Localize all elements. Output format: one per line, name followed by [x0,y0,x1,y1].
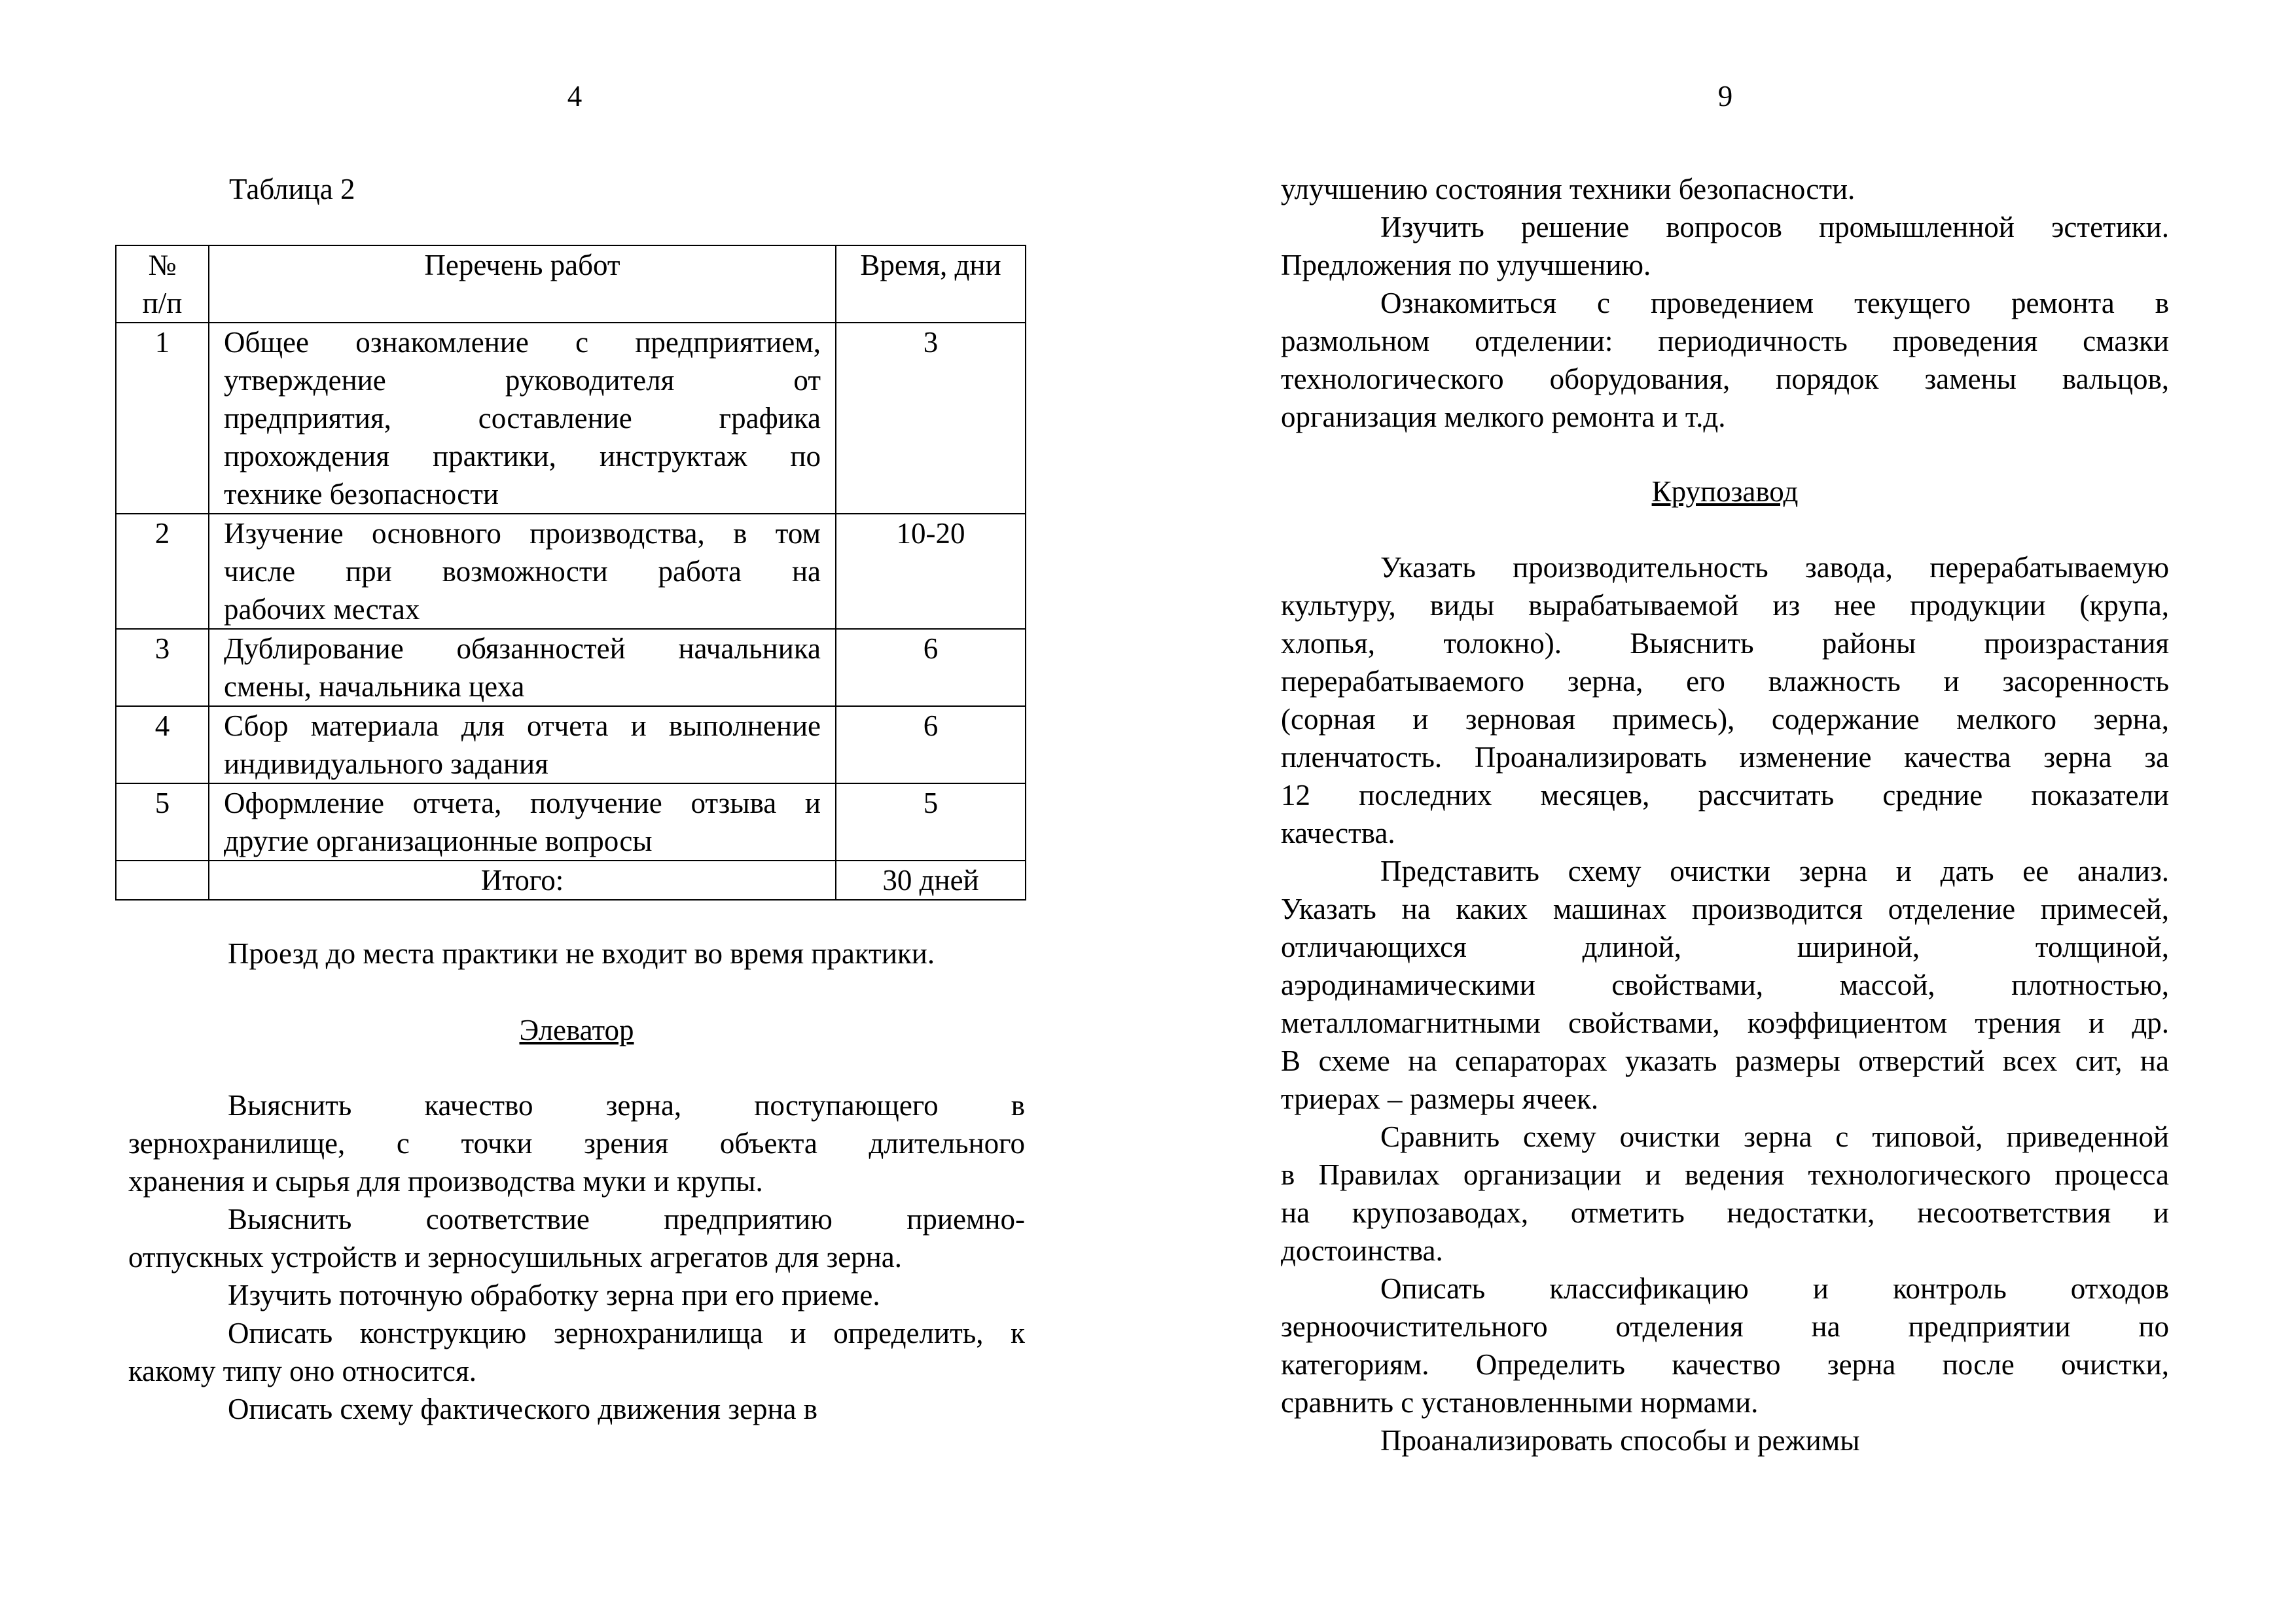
paragraph-line: Представить схему очистки зерна и дать ее анализ. [1380,855,2169,887]
row-work [209,783,836,861]
works-table [115,245,1026,901]
total-empty-cell [116,861,209,900]
row-work-line: утверждение руководителя от [224,364,821,397]
row-num: 4 [116,706,209,783]
paragraph [128,1276,1025,1314]
paragraph-line: Указать производительность завода, перерабатываемую [1380,551,2169,584]
paragraph-line: Описать классификацию и контроль отходов [1380,1272,2169,1305]
row-time: 3 [836,323,1026,514]
section-title-elevator: Элеватор [519,1014,634,1046]
paragraph-line: качества. [1281,817,1395,849]
header-num [116,245,209,323]
paragraph-line: 12 последних месяцев, рассчитать средние показатели [1281,779,2169,812]
header-work: Перечень работ [209,245,836,323]
row-work [209,323,836,514]
row-work [209,514,836,629]
row-num: 3 [116,629,209,706]
paragraph-line: триерах – размеры ячеек. [1281,1082,1599,1115]
row-work-line: Изучение основного производства, в том [224,517,821,550]
paragraph-line: пленчатость. Проанализировать изменение качества зерна за [1281,741,2169,774]
row-work [209,629,836,706]
row-work-line: смены, начальника цеха [224,670,525,703]
row-time: 6 [836,706,1026,783]
paragraph [1281,1118,2169,1270]
paragraph-line: достоинства. [1281,1234,1443,1267]
paragraph-line: Выяснить соответствие предприятию приемно- [228,1203,1025,1236]
total-label: Итого: [209,861,836,900]
paragraph [1281,1421,2169,1459]
header-num-line1: № [148,249,177,281]
paragraph-line: хранения и сырья для производства муки и крупы. [128,1165,763,1198]
table-total-row [116,861,1026,900]
row-work-line: Оформление отчета, получение отзыва и [224,787,821,819]
row-work-line: индивидуального задания [224,747,548,780]
row-work-line: предприятия, составление графика [224,402,821,435]
page-number-left: 4 [567,80,583,113]
paragraph-line: культуру, виды вырабатываемой из нее продукции (крупа, [1281,589,2169,622]
table-row [116,514,1026,629]
row-work-line: числе при возможности работа на [224,555,821,588]
paragraph-line: аэродинамическими свойствами, массой, плотностью, [1281,969,2169,1001]
elevator-paragraphs [128,1086,1025,1428]
table-row [116,323,1026,514]
paragraph-line: (сорная и зерновая примесь), содержание мелкого зерна, [1281,703,2169,736]
paragraph-line: отпускных устройств и зерносушильных агрегатов для зерна. [128,1241,902,1274]
row-work [209,706,836,783]
paragraph [1281,1270,2169,1421]
paragraph-line: металломагнитными свойствами, коэффициентом трения и др. [1281,1007,2169,1039]
paragraph-line: Описать схему фактического движения зерна в [228,1393,818,1425]
paragraph [1281,548,2169,852]
paragraph [128,1390,1025,1428]
table-row [116,783,1026,861]
paragraph-line: Предложения по улучшению. [1281,249,1651,281]
page-number-right: 9 [1717,80,1733,113]
paragraph-line: Сравнить схему очистки зерна с типовой, приведенной [1380,1120,2169,1153]
row-num: 5 [116,783,209,861]
table-row [116,706,1026,783]
row-num: 1 [116,323,209,514]
row-work-line: Общее ознакомление с предприятием, [224,326,821,359]
paragraph [128,1314,1025,1390]
section-title-krupozavod: Крупозавод [1651,475,1799,508]
paragraph-line: перерабатываемого зерна, его влажность и засоренность [1281,665,2169,698]
right-page [1148,0,2296,1623]
row-time: 5 [836,783,1026,861]
row-work-line: технике безопасности [224,478,499,510]
paragraph-line: какому типу оно относится. [128,1355,476,1387]
paragraph-line: Выяснить качество зерна, поступающего в [228,1089,1025,1122]
paragraph [1281,208,2169,284]
paragraph-line: Ознакомиться с проведением текущего ремонта в [1380,287,2169,319]
table-header-row [116,245,1026,323]
paragraph-line: зерноочистительного отделения на предприятии по [1281,1310,2169,1343]
paragraph-line: организация мелкого ремонта и т.д. [1281,401,1726,433]
paragraph [1281,284,2169,436]
header-num-line2: п/п [142,287,183,319]
paragraph-line: Проанализировать способы и режимы [1380,1424,1860,1457]
paragraph-line: хлопья, толокно). Выяснить районы произрастания [1281,627,2169,660]
table-row [116,629,1026,706]
row-work-line: Сбор материала для отчета и выполнение [224,709,821,742]
paragraph-line: отличающихся длиной, шириной, толщиной, [1281,931,2169,963]
paragraph-line: Изучить решение вопросов промышленной эстетики. [1380,211,2169,243]
paragraph [1281,170,2169,208]
row-num: 2 [116,514,209,629]
paragraph [128,1200,1025,1276]
paragraph-line: Указать на каких машинах производится отделение примесей, [1281,893,2169,925]
header-time: Время, дни [836,245,1026,323]
table-caption: Таблица 2 [229,173,355,205]
row-work-line: Дублирование обязанностей начальника [224,632,821,665]
paragraph-line: Изучить поточную обработку зерна при его приеме. [228,1279,880,1311]
paragraph [1281,852,2169,1118]
paragraph-line: в Правилах организации и ведения технологического процесса [1281,1158,2169,1191]
paragraph-line: технологического оборудования, порядок замены вальцов, [1281,363,2169,395]
paragraph-line: Описать конструкцию зернохранилища и определить, к [228,1317,1025,1349]
paragraph-line: сравнить с установленными нормами. [1281,1386,1759,1419]
row-work-line: рабочих местах [224,593,420,626]
paragraph-line: улучшению состояния техники безопасности. [1281,173,1856,205]
travel-note: Проезд до места практики не входит во время практики. [228,937,935,970]
row-time: 6 [836,629,1026,706]
row-work-line: прохождения практики, инструктаж по [224,440,821,473]
paragraph-line: зернохранилище, с точки зрения объекта длительного [128,1127,1025,1160]
paragraph [128,1086,1025,1200]
paragraph-line: на крупозаводах, отметить недостатки, несоответствия и [1281,1196,2169,1229]
row-work-line: другие организационные вопросы [224,825,653,857]
paragraph-line: В схеме на сепараторах указать размеры отверстий всех сит, на [1281,1044,2169,1077]
total-value: 30 дней [836,861,1026,900]
krupozavod-paragraphs [1281,548,2169,1459]
intro-paragraphs [1281,170,2169,436]
row-time: 10-20 [836,514,1026,629]
paragraph-line: категориям. Определить качество зерна после очистки, [1281,1348,2169,1381]
paragraph-line: размольном отделении: периодичность проведения смазки [1281,325,2169,357]
